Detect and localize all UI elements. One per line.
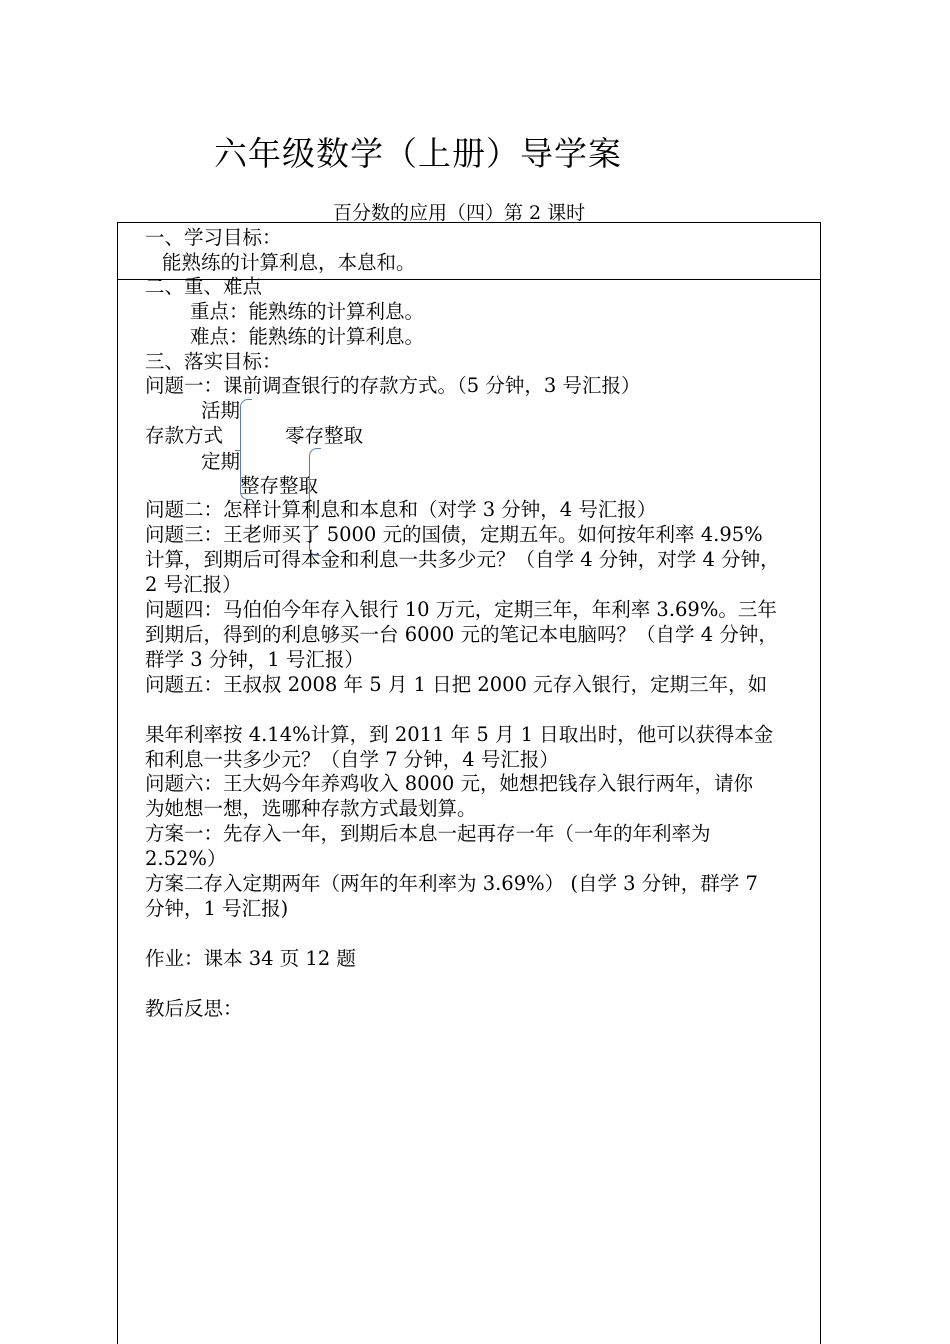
section-heading-key-points: 二、重、难点: [145, 275, 263, 298]
plan-1-line-2: 2.52%）: [145, 847, 227, 870]
learning-goal-text: 能熟练的计算利息，本息和。: [162, 251, 416, 274]
question-2-text: 问题二：怎样计算利息和本息和（对学 3 分钟，4 号汇报）: [145, 498, 657, 521]
plan-2-line-2: 分钟，1 号汇报): [145, 897, 289, 920]
section-heading-targets: 三、落实目标：: [145, 350, 282, 373]
deposit-type-installment: 零存整取: [285, 424, 364, 447]
lesson-subtitle: 百分数的应用（四）第 2 课时: [333, 202, 586, 224]
deposit-type-root: 存款方式: [145, 424, 224, 447]
difficulty-text: 难点：能熟练的计算利息。: [190, 325, 425, 348]
question-4-line-3: 群学 3 分钟，1 号汇报）: [145, 648, 364, 671]
question-3-line-2: 计算，到期后可得本金和利息一共多少元？（自学 4 分钟，对学 4 分钟，: [145, 548, 780, 571]
homework-text: 作业：课本 34 页 12 题: [145, 947, 356, 970]
plan-1-line-1: 方案一：先存入一年，到期后本息一起再存一年（一年的年利率为: [145, 822, 711, 845]
section-heading-goals: 一、学习目标：: [145, 226, 282, 249]
reflection-label: 教后反思：: [145, 997, 243, 1020]
question-5-line-1: 问题五：王叔叔 2008 年 5 月 1 日把 2000 元存入银行，定期三年，如: [145, 673, 768, 696]
key-point-text: 重点：能熟练的计算利息。: [190, 300, 425, 323]
question-5-line-2: 果年利率按 4.14%计算，到 2011 年 5 月 1 日取出时，他可以获得本金: [145, 723, 774, 746]
deposit-type-fixed: 定期: [201, 450, 241, 473]
page-title: 六年级数学（上册）导学案: [214, 134, 622, 173]
question-3-line-3: 2 号汇报）: [145, 573, 242, 596]
plan-2-line-1: 方案二存入定期两年（两年的年利率为 3.69%） (自学 3 分钟，群学 7: [145, 872, 758, 895]
question-6-line-2: 为她想一想，选哪种存款方式最划算。: [145, 797, 477, 820]
brace-deposit-types: [240, 399, 252, 500]
question-4-line-1: 问题四：马伯伯今年存入银行 10 万元，定期三年，年利率 3.69%。三年: [145, 598, 777, 621]
question-3-line-1: 问题三：王老师买了 5000 元的国债，定期五年。如何按年利率 4.95%: [145, 523, 763, 546]
question-6-line-1: 问题六：王大妈今年养鸡收入 8000 元，她想把钱存入银行两年，请你: [145, 772, 754, 795]
deposit-type-lump-sum: 整存整取: [240, 474, 319, 497]
deposit-type-current: 活期: [201, 399, 241, 422]
question-5-line-3: 和利息一共多少元？（自学 7 分钟，4 号汇报）: [145, 748, 559, 771]
question-4-line-2: 到期后，得到的利息够买一台 6000 元的笔记本电脑吗？（自学 4 分钟，: [145, 623, 778, 646]
question-1-text: 问题一：课前调查银行的存款方式。（5 分钟，3 号汇报）: [145, 374, 641, 397]
